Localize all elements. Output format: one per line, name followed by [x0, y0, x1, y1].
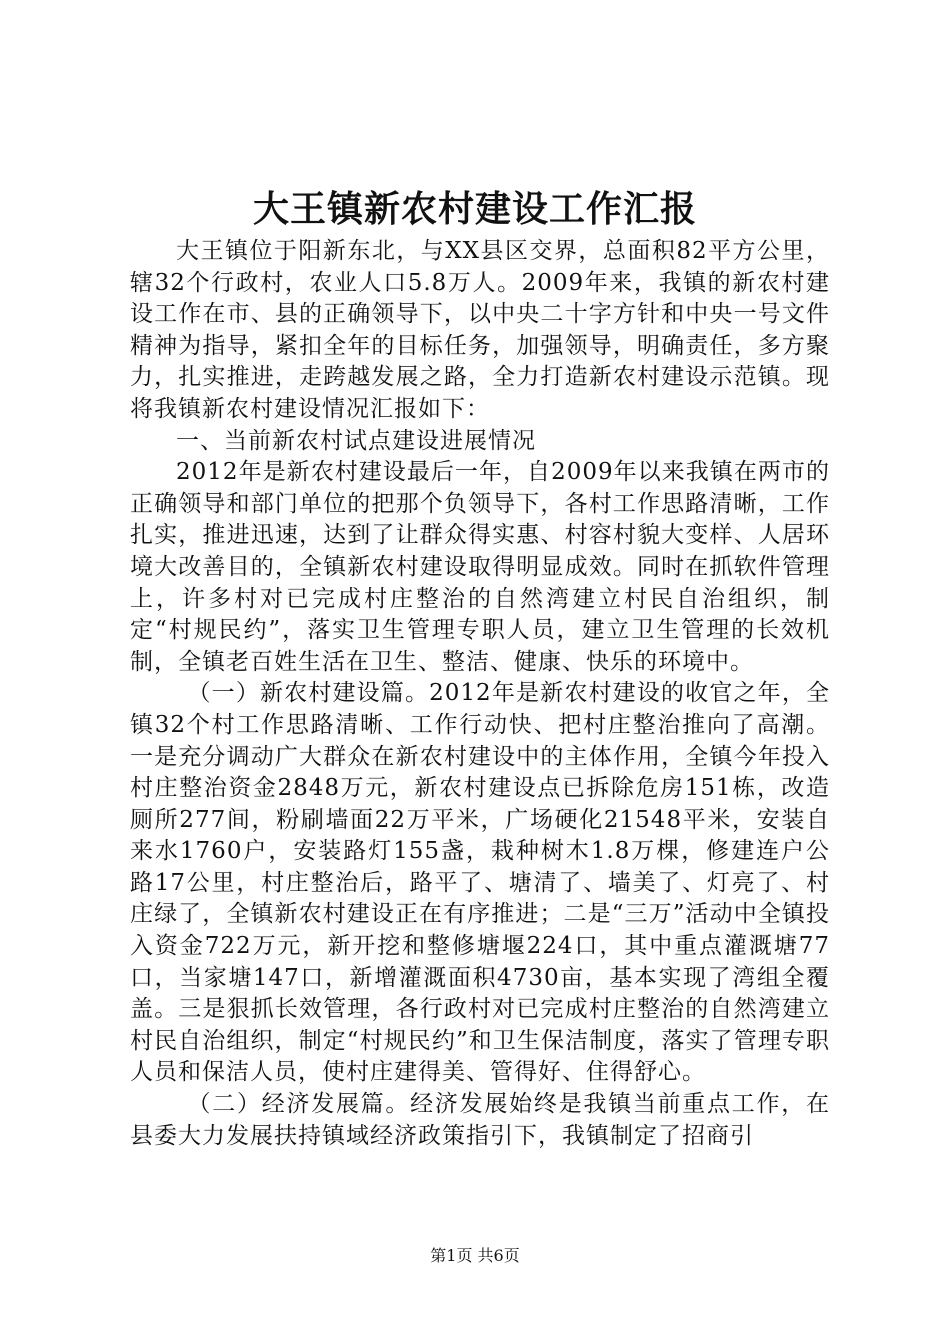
paragraph-new-village: （一）新农村建设篇。2012年是新农村建设的收官之年，全镇32个村工作思路清晰、工作行动快、把村庄整治推向了高潮。一是充分调动广大群众在新农村建设中的主体作用，全镇今年投入村庄整治资金2848万元，新农村建设点已拆除危房151栋，改造厕所277间，粉刷墙面22万平米，广场硬化21548平米，安装自来水1760户，安装路灯155盏，栽种树木1.8万棵，修建连户公路17公里，村庄整治后，路平了、塘清了、墙美了、灯亮了、村庄绿了，全镇新农村建设正在有序推进；二是“三万”活动中全镇投入资金722万元，新开挖和整修塘堰224口，其中重点灌溉塘77口，当家塘147口，新增灌溉面积4730亩，基本实现了湾组全覆盖。三是狠抓长效管理，各行政村对已完成村庄整治的自然湾建立村民自治组织，制定“村规民约”和卫生保洁制度，落实了管理专职人员和保洁人员，使村庄建得美、管得好、住得舒心。: [130, 680, 830, 1086]
document-body: [130, 236, 830, 1152]
paragraph-intro: 大王镇位于阳新东北，与XX县区交界，总面积82平方公里，辖32个行政村，农业人口5.8万人。2009年来，我镇的新农村建设工作在市、县的正确领导下，以中央二十字方针和中央一号文件精神为指导，紧扣全年的目标任务，加强领导，明确责任，多方聚力，扎实推进，走跨越发展之路，全力打造新农村建设示范镇。现将我镇新农村建设情况汇报如下：: [130, 238, 830, 422]
section-heading-1: 一、当前新农村试点建设进展情况: [176, 427, 536, 454]
document-title: 大王镇新农村建设工作汇报: [252, 188, 697, 230]
paragraph-economy: （二）经济发展篇。经济发展始终是我镇当前重点工作，在县委大力发展扶持镇域经济政策指引下，我镇制定了招商引: [130, 1091, 830, 1149]
page-number-footer: 第1页 共6页: [430, 1246, 520, 1265]
paragraph-progress: 2012年是新农村建设最后一年，自2009年以来我镇在两市的正确领导和部门单位的把那个负领导下，各村工作思路清晰，工作扎实，推进迅速，达到了让群众得实惠、村容村貌大变样、人居环境大改善目的，全镇新农村建设取得明显成效。同时在抓软件管理上，许多村对已完成村庄整治的自然湾建立村民自治组织，制定“村规民约”，落实卫生管理专职人员，建立卫生管理的长效机制，全镇老百姓生活在卫生、整洁、健康、快乐的环境中。: [130, 459, 830, 675]
